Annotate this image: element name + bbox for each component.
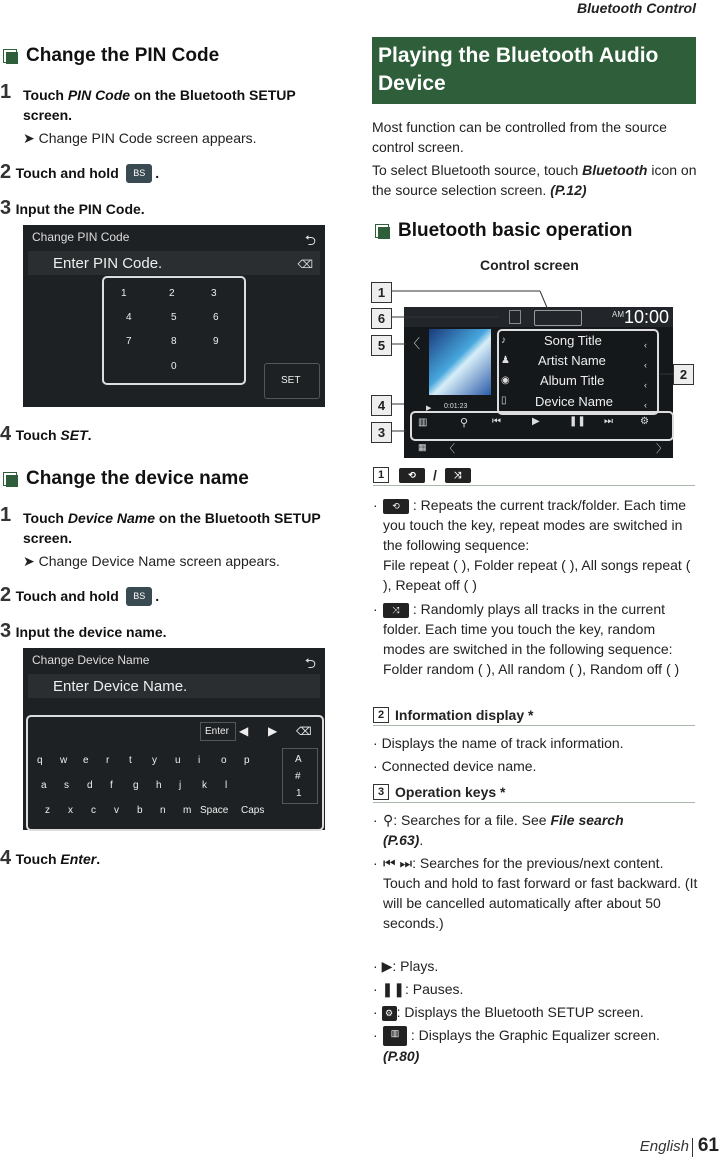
device-section-title: Change the device name [3, 468, 249, 490]
pin-section-title: Change the PIN Code [3, 45, 219, 67]
bluetooth-key-label: Bluetooth [582, 162, 648, 178]
key-8[interactable]: 8 [171, 336, 177, 347]
artist-icon: ♟ [501, 355, 510, 366]
chevron-right-icon[interactable]: 〉 [656, 443, 667, 455]
info-bullet-2: · Connected device name. [373, 758, 537, 774]
pause-icon[interactable]: ❚❚ [569, 416, 586, 427]
key-j[interactable]: j [179, 780, 182, 791]
key-z[interactable]: z [45, 805, 50, 816]
running-header: Bluetooth Control [577, 0, 696, 16]
pin-screen-title: Change PIN Code [32, 230, 130, 244]
set-key[interactable]: SET [281, 375, 301, 386]
intro-paragraph-1: Most function can be controlled from the source control screen. [372, 119, 667, 155]
device-step-3: 3 Input the device name. [0, 620, 167, 642]
key-3[interactable]: 3 [211, 288, 217, 299]
prev-page-icon[interactable]: 〈 [407, 336, 421, 351]
arrow-icon: ➤ [23, 553, 35, 569]
right-arrow-icon[interactable]: ▶ [268, 724, 278, 738]
basic-operation-title: Bluetooth basic operation [375, 220, 632, 242]
control-screen: AM 10:00 〈 ▶ 0:01:23 ♪ Song Title ♟ Artist Name ◉ Album Title ▯ Device Name ‹ ‹ ‹ ‹ ▥ ⚲ ⏮ ▶ ❚❚ ⏭ ⚙ ▦ 〈 〉 [404, 307, 673, 458]
key-0[interactable]: 0 [171, 361, 177, 372]
elapsed-time: 0:01:23 [444, 403, 468, 410]
key-h[interactable]: h [156, 780, 162, 791]
file-search-ref[interactable]: File search [550, 812, 624, 828]
callout-1: 1 [371, 282, 392, 303]
key-q[interactable]: q [37, 755, 43, 766]
repeat-icon: ⟲ [399, 468, 425, 483]
pin-step-3: 3 Input the PIN Code. [0, 197, 145, 219]
callout-6: 6 [371, 308, 392, 329]
equalizer-icon: ▥ [383, 1026, 407, 1046]
device-step-4: 4 Touch Enter. [0, 847, 101, 869]
key-g[interactable]: g [133, 780, 139, 791]
section-square-icon [3, 472, 17, 486]
pin-step-1: 1 Touch PIN Code on the Bluetooth SETUP screen. ➤ Change PIN Code screen appears. [0, 81, 296, 146]
caps-key[interactable]: Caps [241, 805, 265, 816]
enter-key[interactable]: Enter [205, 726, 229, 737]
pin-step-4: 4 Touch SET. [0, 423, 92, 445]
key-r[interactable]: r [106, 755, 110, 766]
key-m[interactable]: m [183, 805, 192, 816]
callout-4: 4 [371, 395, 392, 416]
key-w[interactable]: w [60, 755, 68, 766]
setup-description: · ⚙ : Displays the Bluetooth SETUP screen. [373, 1004, 644, 1020]
number-mode-key[interactable]: 1 [296, 788, 302, 799]
page-number: 61 [697, 1135, 719, 1156]
clock: 10:00 [624, 307, 670, 327]
key-f[interactable]: f [110, 780, 113, 791]
key-5[interactable]: 5 [171, 312, 177, 323]
device-step-2: 2 Touch and hold BS . [0, 584, 160, 606]
left-arrow-icon[interactable]: ◀ [239, 724, 249, 738]
key-u[interactable]: u [175, 755, 181, 766]
alpha-mode-key[interactable]: A [295, 754, 302, 765]
key-e[interactable]: e [83, 755, 89, 766]
device-screen-title: Change Device Name [32, 653, 150, 667]
play-description: · ▶: Plays. [373, 958, 439, 974]
key-c[interactable]: c [91, 805, 96, 816]
key-k[interactable]: k [202, 780, 207, 791]
key-x[interactable]: x [68, 805, 73, 816]
key-a[interactable]: a [41, 780, 47, 791]
key-i[interactable]: i [198, 755, 201, 766]
pause-description: · ❚❚: Pauses. [373, 981, 464, 997]
footer-language: English [639, 1138, 689, 1155]
callout-3: 3 [371, 422, 392, 443]
intro-paragraph-2: To select Bluetooth source, touch Bluetooth icon on the source selection screen. (P.12) [372, 162, 697, 198]
key-p[interactable]: p [244, 755, 250, 766]
control-screen-label: Control screen [480, 257, 579, 273]
enter-key-label: Enter [60, 851, 97, 867]
search-icon[interactable]: ⚲ [460, 417, 469, 429]
item-1-header: 1 ⟲ / ⤨ [373, 467, 695, 486]
previous-next-icon: ⏮ ⏭ [383, 855, 413, 871]
item-3-header: 3 Operation keys * [373, 784, 695, 803]
play-icon[interactable]: ▶ [532, 416, 540, 427]
key-n[interactable]: n [160, 805, 166, 816]
pause-icon: ❚❚ [381, 981, 406, 997]
repeat-icon: ⟲ [383, 499, 409, 514]
key-b[interactable]: b [137, 805, 143, 816]
next-icon[interactable]: ⏭ [604, 416, 613, 427]
key-y[interactable]: y [152, 755, 157, 766]
device-step-1: 1 Touch Device Name on the Bluetooth SETUP screen. ➤ Change Device Name screen appears. [0, 504, 321, 569]
callout-leaders [370, 280, 700, 450]
backspace-icon: BS [126, 587, 152, 606]
callout-2: 2 [673, 364, 694, 385]
random-icon: ⤨ [383, 603, 409, 618]
page-ref[interactable]: (P.12) [550, 182, 587, 198]
song-title: Song Title [544, 333, 602, 348]
space-key[interactable]: Space [200, 805, 229, 816]
eq-description: · ▥ : Displays the Graphic Equalizer screen. (P.80) [373, 1027, 660, 1065]
back-icon[interactable]: ⮌ [304, 655, 316, 671]
set-key-label: SET [60, 427, 88, 443]
callout-5: 5 [371, 335, 392, 356]
info-bullet-1: · Displays the name of track information. [373, 735, 624, 751]
search-description: · ⚲: Searches for a file. See File search (P.63). [373, 812, 624, 848]
chevron-left-icon[interactable]: 〈 [444, 443, 455, 455]
device-name-screen [23, 648, 325, 830]
pin-step-2: 2 Touch and hold BS . [0, 161, 160, 183]
section-square-icon [375, 224, 389, 238]
album-title: Album Title [540, 373, 605, 388]
key-t[interactable]: t [129, 755, 132, 766]
backspace-icon: BS [126, 164, 152, 183]
key-9[interactable]: 9 [213, 336, 219, 347]
key-2[interactable]: 2 [169, 288, 175, 299]
backspace-icon[interactable]: ⌫ [296, 726, 312, 738]
prev-next-description: · ⏮ ⏭: Searches for the previous/next content. Touch and hold to fast forward or fast backward. (It will be cancelled automatically after about 50 seconds.) [373, 855, 698, 931]
random-description: · ⤨ : Randomly plays all tracks in the current folder. Each time you touch the key, random modes are switched in the following sequence: Folder random ( ), All random ( ), Random off ( ) [373, 601, 680, 677]
pin-code-key: PIN Code [67, 87, 131, 103]
symbol-mode-key[interactable]: # [295, 771, 301, 782]
key-6[interactable]: 6 [213, 312, 219, 323]
key-d[interactable]: d [87, 780, 93, 791]
repeat-description: · ⟲ : Repeats the current track/folder. Each time you touch the key, repeat modes are switched in the following sequence: File repeat ( ), Folder repeat ( ), All songs repeat ( ), Repeat off ( ) [373, 497, 691, 593]
previous-icon[interactable]: ⏮ [492, 416, 501, 427]
key-4[interactable]: 4 [126, 312, 132, 323]
pin-prompt: Enter PIN Code. [53, 255, 163, 272]
key-s[interactable]: s [64, 780, 69, 791]
random-icon: ⤨ [445, 468, 471, 483]
bluetooth-setup-icon: ⚙ [382, 1006, 397, 1021]
scroll-icons: ‹ ‹ ‹ ‹ [644, 340, 647, 410]
artist-name: Artist Name [538, 353, 606, 368]
play-position-icon: ▶ [426, 405, 432, 412]
key-v[interactable]: v [114, 805, 119, 816]
bluetooth-setup-icon[interactable]: ⚙ [640, 416, 649, 427]
arrow-icon: ➤ [23, 130, 35, 146]
equalizer-icon[interactable]: ▥ [418, 417, 428, 428]
item-2-header: 2 Information display * [373, 707, 695, 726]
menu-grid-icon[interactable]: ▦ [418, 442, 427, 452]
section-square-icon [3, 49, 17, 63]
section-banner: Playing the Bluetooth Audio Device [372, 37, 696, 104]
device-icon: ▯ [501, 395, 507, 406]
key-1[interactable]: 1 [121, 288, 127, 299]
music-note-icon: ♪ [501, 335, 506, 346]
search-icon: ⚲ [383, 812, 394, 828]
device-name: Device Name [535, 394, 614, 409]
key-7[interactable]: 7 [126, 336, 132, 347]
play-icon: ▶ [381, 958, 393, 974]
back-icon[interactable]: ⮌ [304, 232, 316, 248]
device-name-key: Device Name [67, 510, 156, 526]
backspace-icon[interactable]: ⌫ [297, 259, 313, 271]
pin-screen [23, 225, 325, 407]
key-l[interactable]: l [225, 780, 228, 791]
album-icon: ◉ [501, 375, 510, 386]
key-o[interactable]: o [221, 755, 227, 766]
device-prompt: Enter Device Name. [53, 678, 188, 695]
